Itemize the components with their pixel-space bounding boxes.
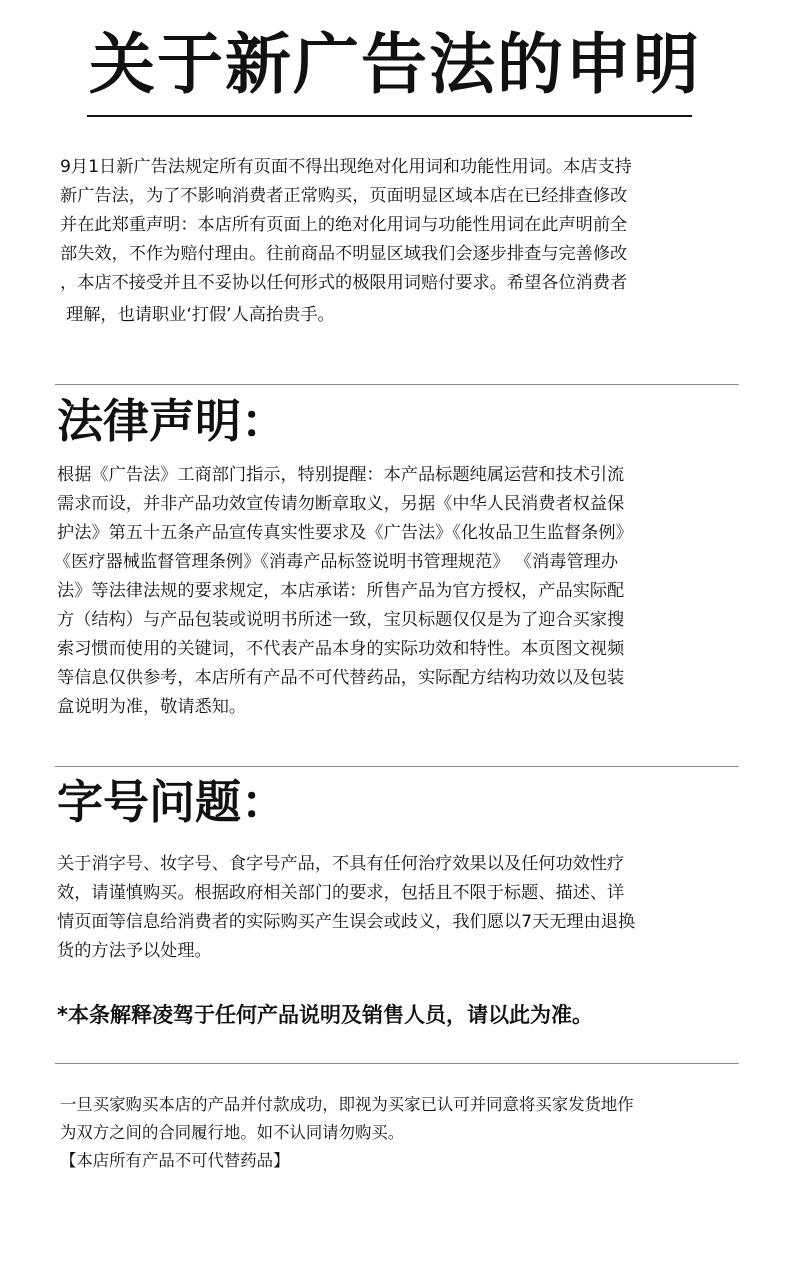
legal-line: 《医疗器械监督管理条例》《消毒产品标签说明书管理规范》 《消毒管理办 (54, 552, 619, 572)
legal-paragraph (54, 461, 633, 722)
legal-line: 护法》第五十五条产品宣传真实性要求及《广告法》《化妆品卫生监督条例》 (57, 523, 633, 543)
font-issue-line: 关于消字号、妆字号、食字号产品，不具有任何治疗效果以及任何功效性疗 (57, 854, 625, 874)
divider (55, 384, 739, 385)
font-issue-line: 货的方法予以处理。 (57, 941, 212, 961)
closing-notice: 【本店所有产品不可代替药品】 (60, 1151, 290, 1170)
legal-line: 等信息仅供参考，本店所有产品不可代替药品，实际配方结构功效以及包装 (57, 668, 625, 688)
closing-paragraph (60, 1091, 634, 1175)
legal-heading: 法律声明： (57, 394, 287, 448)
divider (55, 1063, 739, 1064)
divider (55, 766, 739, 767)
override-statement: *本条解释凌驾于任何产品说明及销售人员，请以此为准。 (57, 1003, 593, 1027)
page-title: 关于新广告法的申明 (89, 26, 701, 103)
legal-line: 根据《广告法》工商部门指示，特别提醒：本产品标题纯属运营和技术引流 (57, 465, 625, 485)
legal-line: 方（结构）与产品包装或说明书所述一致，宝贝标题仅仅是为了迎合买家搜 (57, 610, 625, 630)
intro-line: 9月1日新广告法规定所有页面不得出现绝对化用词和功能性用词。本店支持 (60, 157, 632, 177)
font-issue-line: 效，请谨慎购买。根据政府相关部门的要求，包括且不限于标题、描述、详 (57, 883, 625, 903)
intro-paragraph (60, 153, 632, 330)
closing-line: 为双方之间的合同履行地。如不认同请勿购买。 (60, 1123, 405, 1142)
intro-line: ，本店不接受并且不妥协以任何形式的极限用词赔付要求。希望各位消费者 (60, 273, 628, 293)
font-issue-heading: 字号问题： (57, 775, 287, 829)
intro-line: 新广告法，为了不影响消费者正常购买，页面明显区域本店在已经排查修改 (60, 186, 628, 206)
legal-line: 索习惯而使用的关键词，不代表产品本身的实际功效和特性。本页图文视频 (57, 639, 625, 659)
intro-line: 并在此郑重声明：本店所有页面上的绝对化用词与功能性用词在此声明前全 (60, 215, 628, 235)
intro-line: 理解，也请职业‘打假’人高抬贵手。 (66, 305, 335, 325)
closing-line: 一旦买家购买本店的产品并付款成功，即视为买家已认可并同意将买家发货地作 (60, 1095, 634, 1114)
legal-line: 盒说明为准，敬请悉知。 (57, 697, 247, 717)
font-issue-paragraph (57, 850, 635, 966)
title-underline (87, 115, 692, 117)
intro-line: 部失效，不作为赔付理由。往前商品不明显区域我们会逐步排查与完善修改 (60, 244, 628, 264)
font-issue-line: 情页面等信息给消费者的实际购买产生误会或歧义，我们愿以7天无理由退换 (57, 912, 636, 932)
legal-line: 需求而设，并非产品功效宣传请勿断章取义，另据《中华人民消费者权益保 (57, 494, 625, 514)
legal-line: 法》等法律法规的要求规定，本店承诺：所售产品为官方授权，产品实际配 (57, 581, 625, 601)
